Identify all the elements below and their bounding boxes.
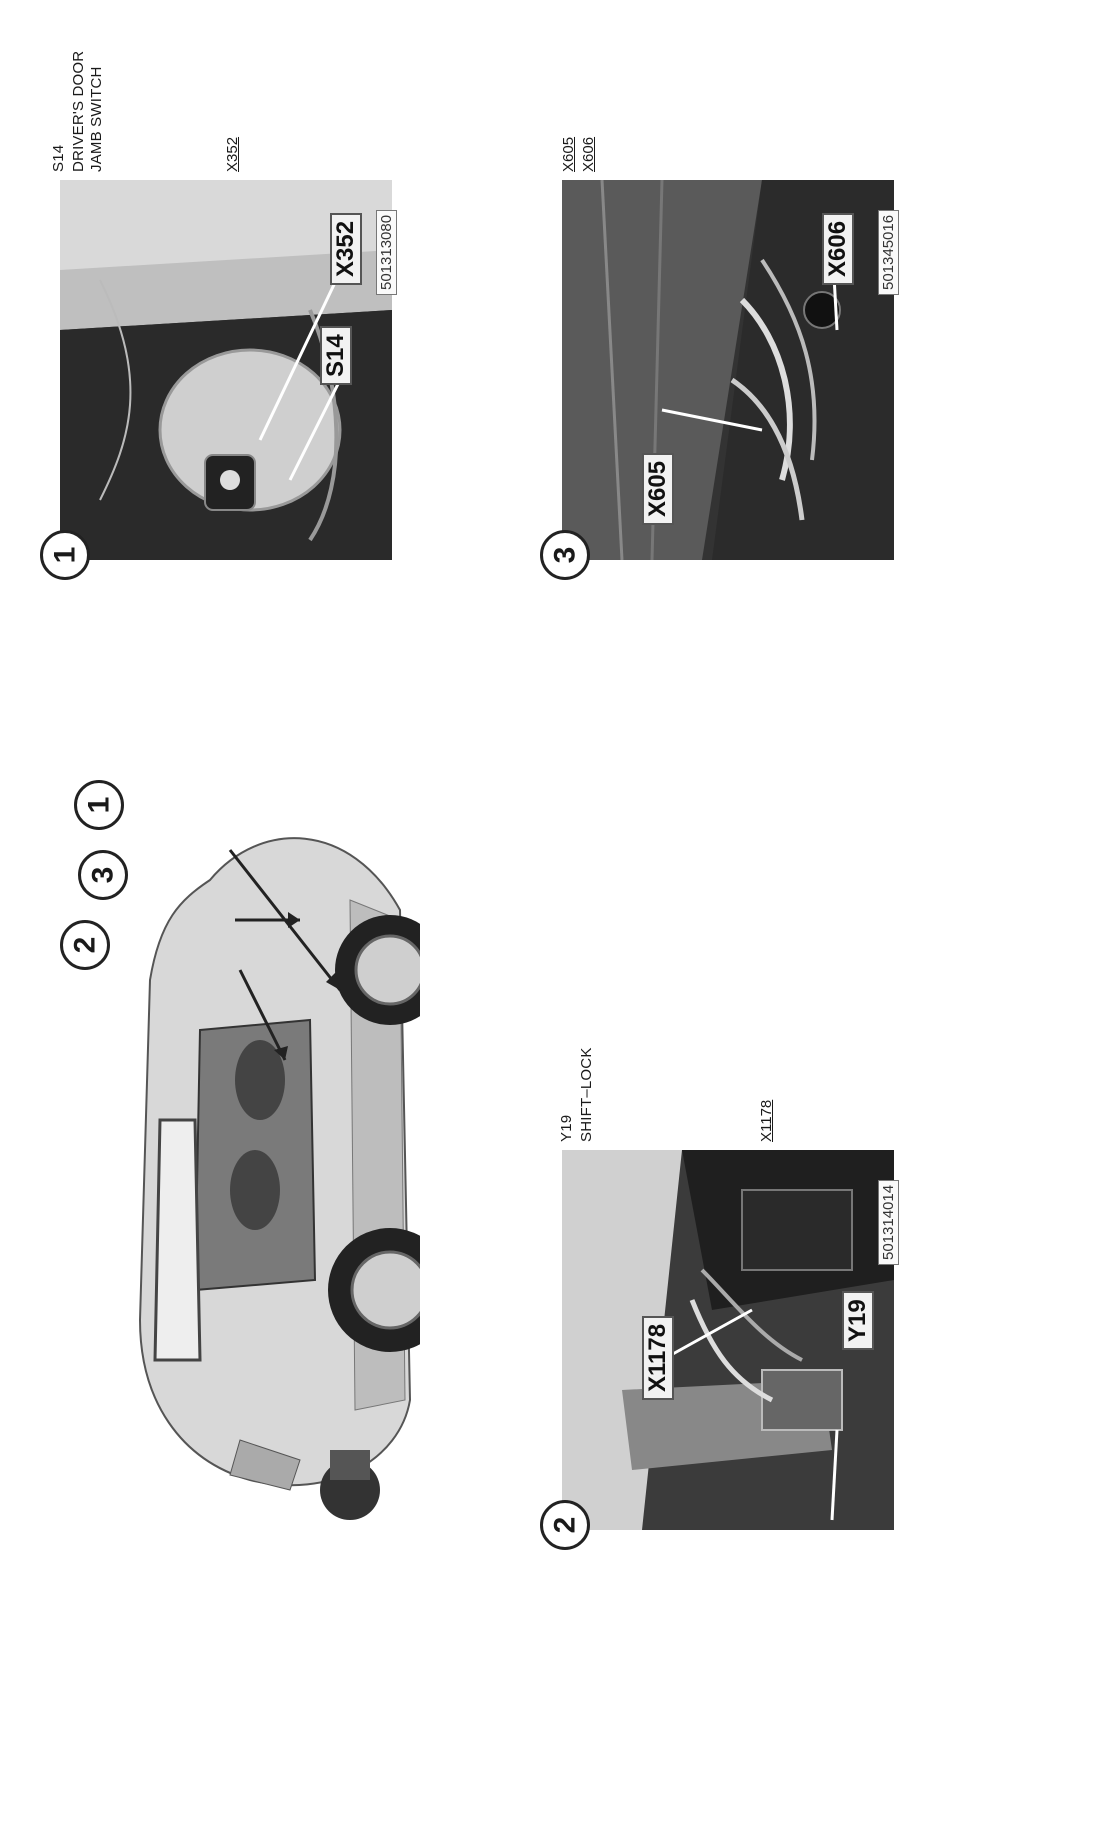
panel-2-connector: X1178 xyxy=(758,1099,775,1142)
panel-1-photo xyxy=(60,180,392,560)
panel-2-tag-y19: Y19 xyxy=(842,1291,874,1350)
panel-3-photo xyxy=(562,180,894,560)
panel-3-connector-2: X606 xyxy=(580,136,597,172)
panel-2-tag-x1178: X1178 xyxy=(642,1316,674,1400)
panel-2-photo xyxy=(562,1150,894,1530)
overview-callout-1: 1 xyxy=(74,780,124,830)
panel-1-tag-x352: X352 xyxy=(330,213,362,285)
panel-2-number: 2 xyxy=(540,1500,590,1550)
panel-2-component-code: Y19 xyxy=(558,1114,575,1142)
panel-2-component-line1: SHIFT–LOCK xyxy=(578,1047,595,1142)
panel-2-image-code: 501314014 xyxy=(878,1180,899,1265)
panel-3-tag-x605: X605 xyxy=(642,453,674,525)
overview-callout-2: 2 xyxy=(60,920,110,970)
panel-1-component-line1: DRIVER'S DOOR xyxy=(70,50,87,172)
overview-callout-3: 3 xyxy=(78,850,128,900)
panel-1-number: 1 xyxy=(40,530,90,580)
panel-1-tag-s14: S14 xyxy=(320,326,352,385)
car-overview-illustration xyxy=(100,760,420,1520)
panel-1-component-line2: JAMB SWITCH xyxy=(88,66,105,172)
panel-3-image-code: 501345016 xyxy=(878,210,899,295)
panel-1-connector: X352 xyxy=(224,136,241,172)
car-drawing xyxy=(100,760,420,1520)
panel-3-tag-x606: X606 xyxy=(822,213,854,285)
panel-3-connector-1: X605 xyxy=(560,136,577,172)
panel-1-component-code: S14 xyxy=(50,144,67,172)
panel-1-image-code-label: 501313080 xyxy=(376,210,397,295)
panel-3-number: 3 xyxy=(540,530,590,580)
